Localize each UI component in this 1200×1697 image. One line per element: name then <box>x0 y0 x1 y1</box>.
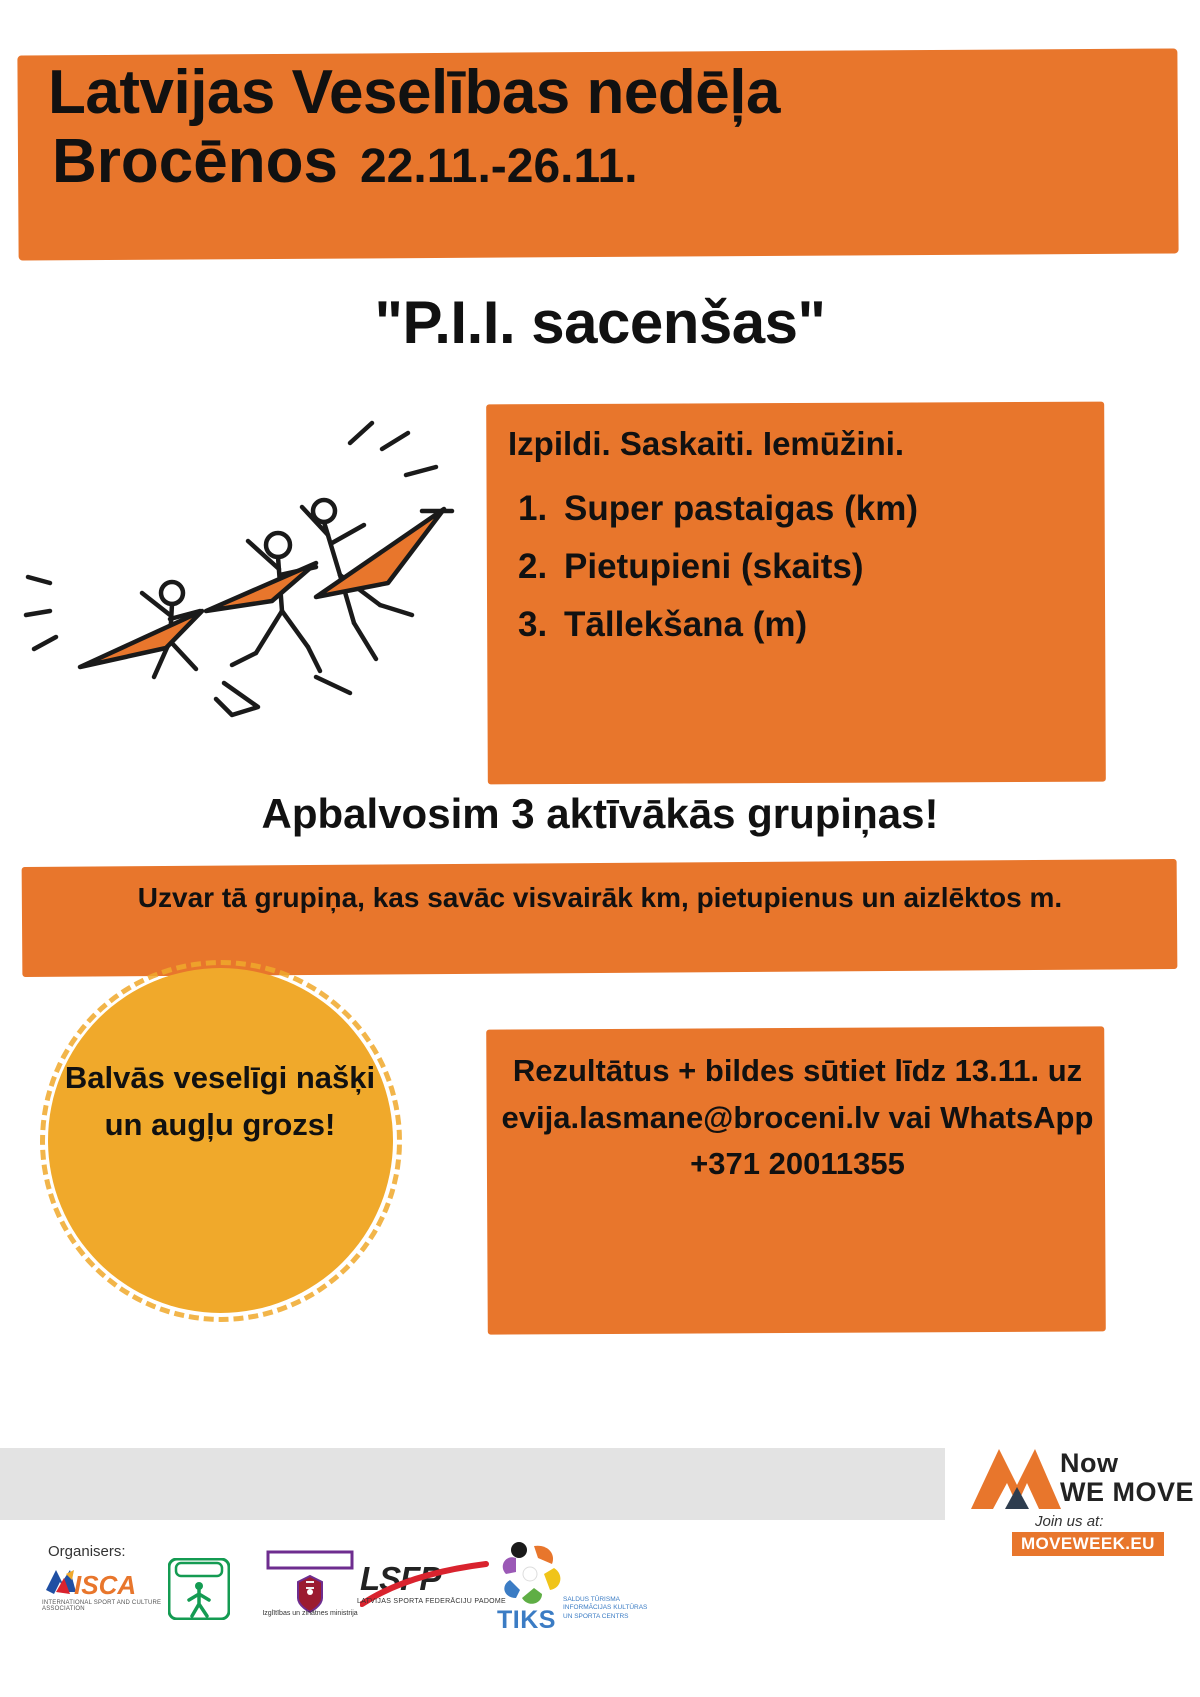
task-item <box>518 489 1100 529</box>
organisers-label: Organisers: <box>48 1543 126 1560</box>
join-label: Join us at: <box>1035 1513 1104 1530</box>
lsfp-subtitle: LATVIJAS SPORTA FEDERĀCIJU PADOME <box>357 1598 507 1605</box>
tasks-content <box>500 425 1100 663</box>
task-label: Tāllekšana (m) <box>564 605 808 644</box>
task-label: Pietupieni (skaits) <box>564 547 864 586</box>
page-title: Latvijas Veselības nedēļa <box>48 58 780 127</box>
contact-text: Rezultātus + bildes sūtiet līdz 13.11. uz evija.lasmane@broceni.lv vai WhatsApp +371 20011355 <box>501 1053 1094 1181</box>
now-we-move-wordmark <box>1060 1449 1194 1507</box>
tiks-wordmark: TIKS <box>497 1606 556 1634</box>
task-number: 3. <box>518 605 548 644</box>
subtitle: "P.I.I. sacenšas" <box>374 289 826 356</box>
tiks-subtitle: SALDUS TŪRISMA INFORMĀCIJAS KULTŪRAS UN SPORTA CENTRS <box>563 1596 648 1620</box>
isca-wordmark: ISCA <box>74 1570 137 1600</box>
task-number: 1. <box>518 489 548 528</box>
nwm-line1: Now <box>1060 1448 1119 1478</box>
task-label: Super pastaigas (km) <box>564 489 918 528</box>
tiks-logo <box>494 1540 574 1610</box>
task-item <box>518 547 1100 587</box>
title-city: Brocēnos <box>52 127 338 197</box>
title-second-line <box>52 127 1160 197</box>
izm-subtitle: Izglītības un zinātnes ministrija <box>262 1610 358 1617</box>
tasks-heading: Izpildi. Saskaiti. Iemūžini. <box>508 425 905 462</box>
lsfp-wordmark: LSFP <box>360 1560 441 1597</box>
task-item <box>518 605 1100 645</box>
task-number: 2. <box>518 547 548 586</box>
isca-subtitle: INTERNATIONAL SPORT AND CULTURE ASSOCIATION <box>42 1600 162 1612</box>
rules-text: Uzvar tā grupiņa, kas savāc visvairāk km, pietupienus un aizlēktos m. <box>137 882 1063 913</box>
title-dates: 22.11.-26.11. <box>359 140 638 194</box>
title-block <box>40 60 1160 260</box>
reward-headline: Apbalvosim 3 aktīvākās grupiņas! <box>261 790 939 837</box>
prize-text: Balvās veselīgi našķi un augļu grozs! <box>64 1060 376 1142</box>
lisa-logo <box>168 1558 230 1620</box>
moveweek-url[interactable]: MOVEWEEK.EU <box>1012 1532 1164 1556</box>
jumping-people-illustration <box>20 415 470 760</box>
footer-band <box>0 1448 945 1520</box>
nwm-line2: WE MOVE <box>1060 1477 1195 1508</box>
